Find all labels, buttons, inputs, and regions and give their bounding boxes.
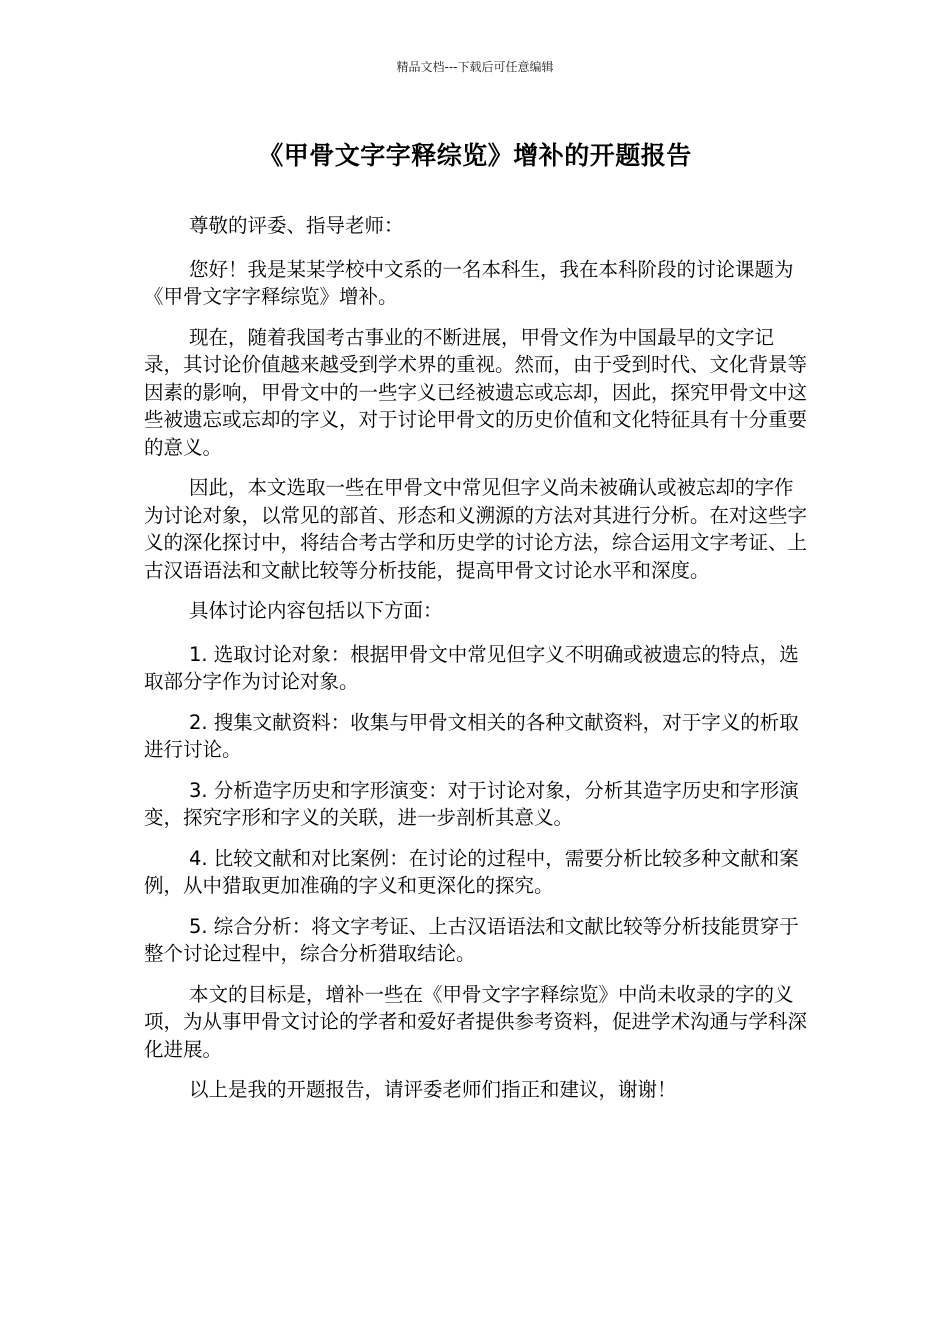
list-item: 1. 选取讨论对象：根据甲骨文中常见但字义不明确或被遗忘的特点，选取部分字作为讨论对象。 <box>144 642 799 693</box>
list-item: 2. 搜集文献资料：收集与甲骨文相关的各种文献资料，对于字义的析取进行讨论。 <box>144 710 799 761</box>
document-title: 《甲骨文字字释综览》增补的开题报告 <box>258 141 692 170</box>
list-item: 4. 比较文献和对比案例：在讨论的过程中，需要分析比较多种文献和案例，从中猎取更加准确的字义和更深化的探究。 <box>144 846 799 897</box>
list-item: 3. 分析造字历史和字形演变：对于讨论对象，分析其造字历史和字形演变，探究字形和字义的关联，进一步剖析其意义。 <box>144 778 799 829</box>
paragraph-content-heading: 具体讨论内容包括以下方面： <box>189 599 443 622</box>
paragraph-intro: 您好！我是某某学校中文系的一名本科生，我在本科阶段的讨论课题为《甲骨文字字释综览》增补。 <box>144 257 794 308</box>
list-item: 5. 综合分析：将文字考证、上古汉语语法和文献比较等分析技能贯穿于整个讨论过程中，综合分析猎取结论。 <box>144 914 799 965</box>
paragraph-goal: 本文的目标是，增补一些在《甲骨文字字释综览》中尚未收录的字的义项，为从事甲骨文讨论的学者和爱好者提供参考资料，促进学术沟通与学科深化进展。 <box>144 982 808 1061</box>
paragraph-closing: 以上是我的开题报告，请评委老师们指正和建议，谢谢！ <box>189 1078 677 1101</box>
document-body <box>144 212 812 1120</box>
paragraph-method: 因此，本文选取一些在甲骨文中常见但字义尚未被确认或被忘却的字作为讨论对象，以常见的部首、形态和义溯源的方法对其进行分析。在对这些字义的深化探讨中，将结合考古学和历史学的讨论方法，综合运用文字考证、上古汉语语法和文献比较等分析技能，提高甲骨文讨论水平和深度。 <box>144 476 808 582</box>
paragraph-background: 现在，随着我国考古事业的不断进展，甲骨文作为中国最早的文字记录，其讨论价值越来越受到学术界的重视。然而，由于受到时代、文化背景等因素的影响，甲骨文中的一些字义已经被遗忘或忘却，因此，探究甲骨文中这些被遗忘或忘却的字义，对于讨论甲骨文的历史价值和文化特征具有十分重要的意义。 <box>144 325 808 459</box>
page-header: 精品文档---下载后可任意编辑 <box>396 60 554 74</box>
paragraph-salutation: 尊敬的评委、指导老师： <box>189 214 404 237</box>
